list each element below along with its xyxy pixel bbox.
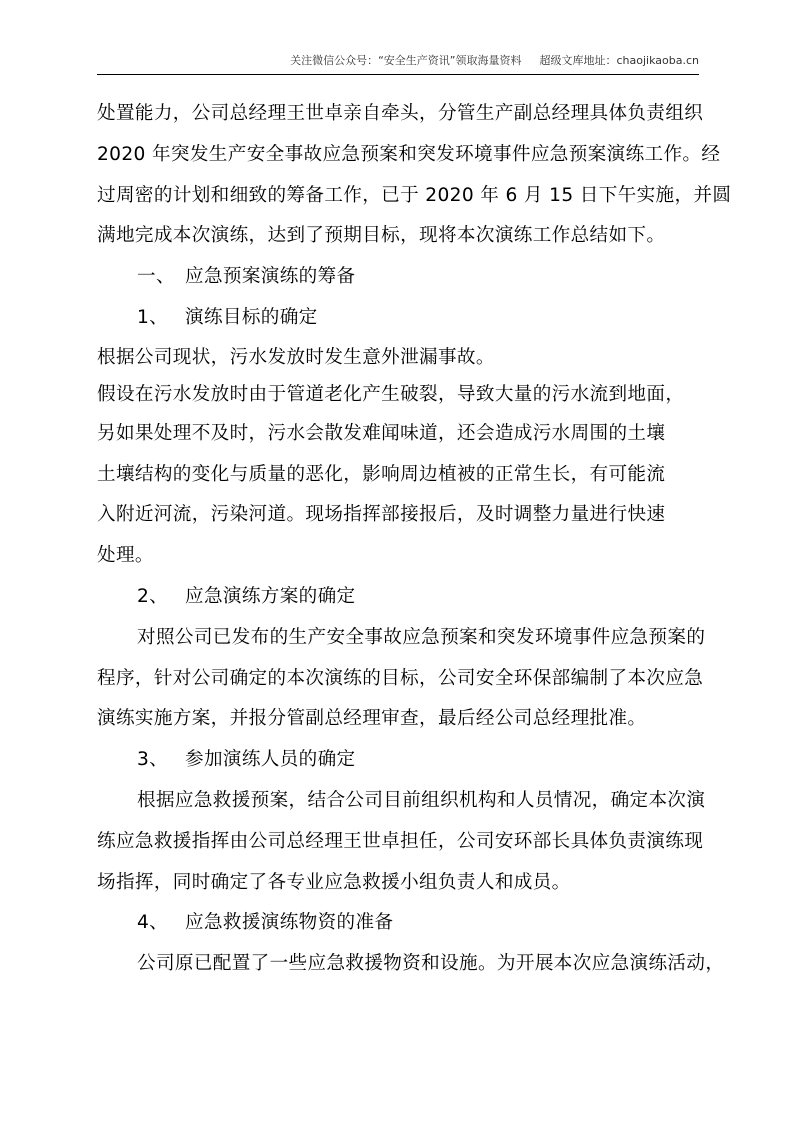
- subsection-title: 演练目标的确定: [185, 306, 318, 328]
- subsection-title: 应急救援演练物资的准备: [185, 912, 394, 934]
- intro-line: 满地完成本次演练，达到了预期目标，现将本次演练工作总结如下。: [97, 225, 666, 247]
- intro-paragraph: [97, 94, 732, 257]
- page-header: [97, 54, 699, 75]
- paragraph: [97, 781, 706, 903]
- intro-line: 过周密的计划和细致的筹备工作，已于 2020 年 6 月 15 日下午实施，并圆: [97, 184, 732, 206]
- subsection-number: 3、: [137, 749, 169, 771]
- header-wechat-notice: 关注微信公众号：“安全生产资讯”领取海量资料: [290, 54, 522, 67]
- subsection-number: 2、: [137, 585, 169, 607]
- section-heading: [97, 257, 701, 298]
- paragraph: [97, 618, 706, 740]
- subsection-title: 参加演练人员的确定: [185, 749, 356, 771]
- paragraph-line: 另如果处理不及时，污水会散发难闻味道，还会造成污水周围的土壤: [97, 422, 666, 444]
- subsection-number: 4、: [137, 912, 169, 934]
- subsection-heading: [97, 298, 701, 339]
- paragraph-line: 土壤结构的变化与质量的恶化，影响周边植被的正常生长，有可能流: [97, 463, 666, 485]
- subsection-heading: [97, 577, 701, 618]
- section-number: 一、: [137, 266, 175, 288]
- paragraph-line: 入附近河流，污染河道。现场指挥部接报后，及时调整力量进行快速: [97, 504, 666, 526]
- intro-line: 处置能力，公司总经理王世卓亲自牵头，分管生产副总经理具体负责组织: [97, 103, 704, 124]
- paragraph-line: 公司原已配置了一些应急救援物资和设施。为开展本次应急演练活动，: [137, 953, 725, 975]
- subsection-title: 应急演练方案的确定: [185, 585, 356, 607]
- paragraph-line: 假设在污水发放时由于管道老化产生破裂，导致大量的污水流到地面，: [97, 384, 685, 406]
- paragraph-line: 对照公司已发布的生产安全事故应急预案和突发环境事件应急预案的: [137, 626, 706, 648]
- paragraph-line: 处理。: [97, 545, 154, 567]
- paragraph-line: 演练实施方案，并报分管副总经理审查，最后经公司总经理批准。: [97, 708, 647, 730]
- paragraph-line: 程序，针对公司确定的本次演练的目标，公司安全环保部编制了本次应急: [97, 667, 704, 689]
- paragraph-line: 场指挥，同时确定了各专业应急救援小组负责人和成员。: [97, 871, 571, 893]
- subsection-heading: [97, 740, 701, 781]
- header-library-address: 超级文库地址：chaojikaoba.cn: [539, 54, 699, 67]
- document-body: [97, 94, 732, 985]
- subsection-heading: [97, 903, 701, 944]
- paragraph-line: 练应急救援指挥由公司总经理王世卓担任，公司安环部长具体负责演练现: [97, 830, 704, 852]
- paragraph: [97, 376, 701, 577]
- paragraph: [97, 944, 725, 985]
- paragraph-line: 根据应急救援预案，结合公司目前组织机构和人员情况，确定本次演: [137, 789, 706, 811]
- intro-line: 2020 年突发生产安全事故应急预案和突发环境事件应急预案演练工作。经: [97, 143, 721, 165]
- subsection-number: 1、: [137, 306, 169, 328]
- paragraph: [97, 339, 701, 377]
- section-title: 应急预案演练的筹备: [185, 266, 356, 288]
- paragraph-line: 根据公司现状，污水发放时发生意外泄漏事故。: [97, 346, 495, 368]
